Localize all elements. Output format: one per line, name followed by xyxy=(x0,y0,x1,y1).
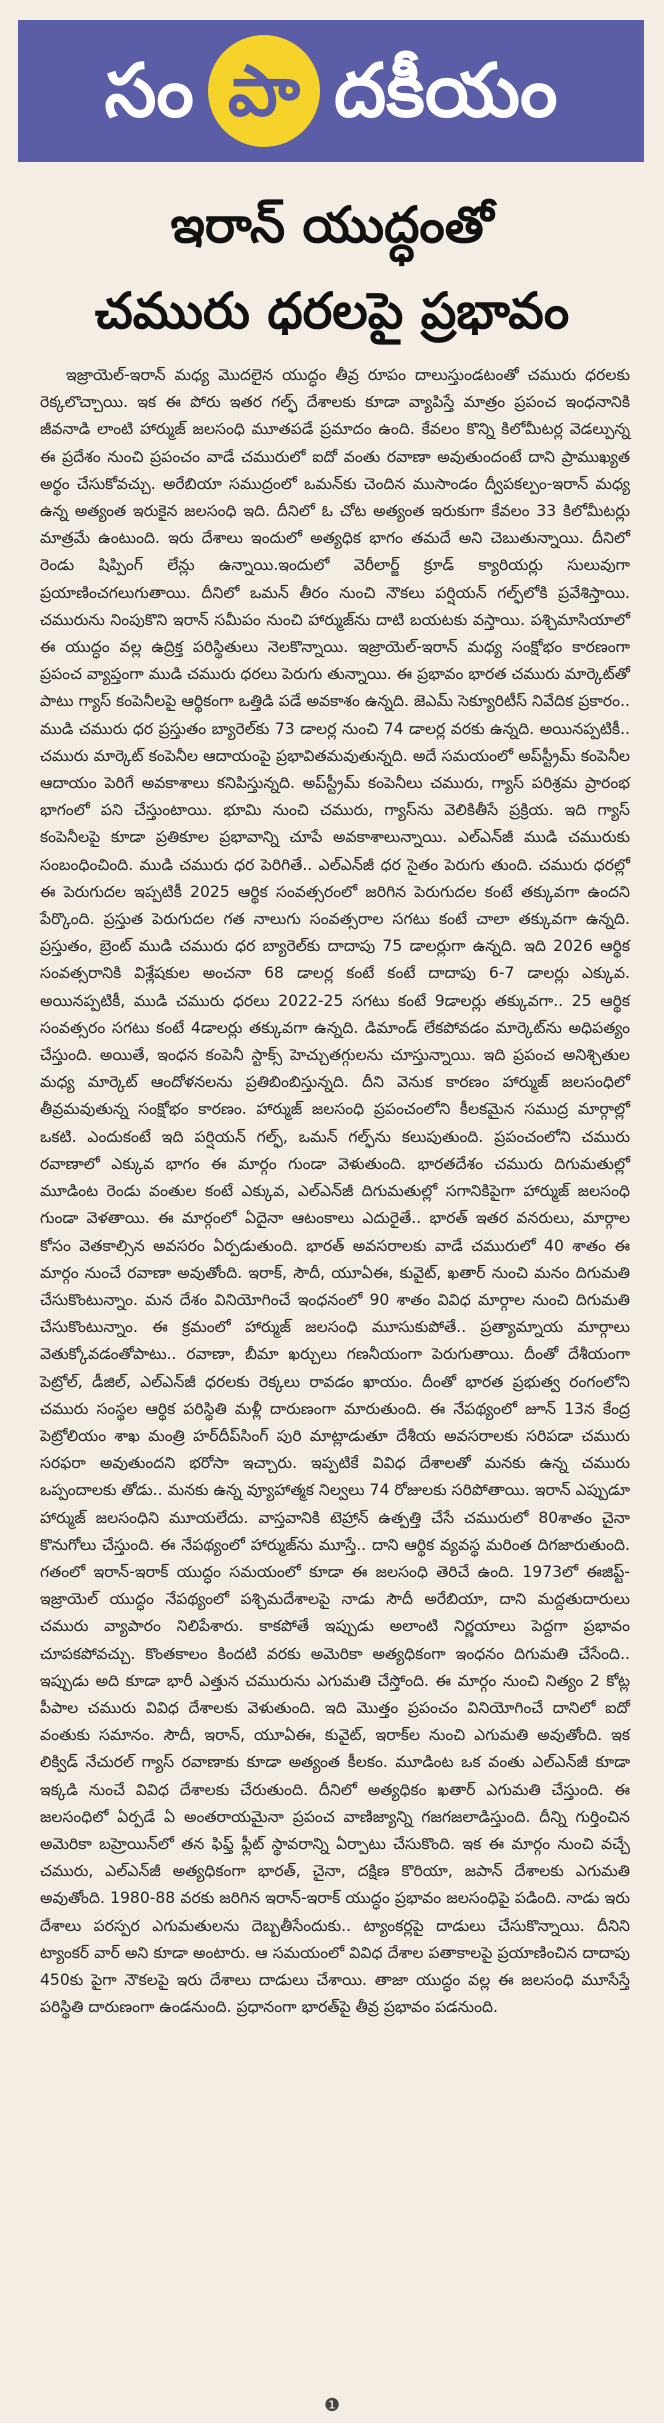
headline-line2: చమురు ధరలపై ప్రభావం xyxy=(94,282,570,340)
masthead-part1: సం xyxy=(104,48,194,134)
article-paragraph: ఇజ్రాయెల్-ఇరాన్ మధ్య మొదలైన యుద్ధం తీవ్ర రూపం దాలుస్తుండటంతో చమురు ధరలకు రెక్కలొచ్చాయి. ఇక ఈ పోరు ఇతర గల్ఫ్ దేశాలకు కూడా వ్యాపిస్తే మాత్రం ప్రపంచ ఇంధనానికి జీవనాడి లాంటి హార్ముజ్ జలసంధి మూతపడే ప్రమాదం ఉంది. కేవలం కొన్ని కిలోమీటర్ల వెడల్పున్న ఈ ప్రదేశం నుంచి ప్రపంచం వాడే చమురులో ఐదో వంతు రవాణా అవుతుందంటే దాని ప్రాముఖ్యత అర్థం చేసుకోవచ్చు. అరేబియా సముద్రంలో ఒమన్‌కు చెందిన ముసాండం ద్వీపకల్పం-ఇరాన్ మధ్య ఉన్న అత్యంత ఇరుకైన జలసంధి ఇది. దీనిలో ఓ చోట అత్యంత ఇరుకుగా కేవలం 33 కిలోమీటర్లు మాత్రమే ఉంటుంది. ఇరు దేశాలు ఇందులో అత్యధిక భాగం తమదే అని చెబుతున్నాయి. దీనిలో రెండు షిప్పింగ్ లేన్లు ఉన్నాయి.ఇందులో వెరీలార్జ్ క్రూడ్ క్యారియర్లు సులువుగా ప్రయాణించగలుగుతాయి. దీనిలో ఒమన్ తీరం నుంచి నౌకలు పర్షియన్ గల్ఫ్‌లోకి ప్రవేశిస్తాయి. చమురును నింపుకొని ఇరాన్ సమీపం నుంచి హార్ముజ్‌ను దాటి బయటకు వస్తాయి. పశ్చిమాసియాలో ఈ యుద్ధం వల్ల ఉద్రిక్త పరిస్థితులు నెలకొన్నాయి. ఇజ్రాయెల్-ఇరాన్ మధ్య సంక్షోభం కారణంగా ప్రపంచ వ్యాప్తంగా ముడి చమురు ధరలు పెరుగు తున్నాయి. ఈ ప్రభావం భారత చమురు మార్కెట్‌తో పాటు గ్యాస్ కంపెనీలపై ఆర్థికంగా ఒత్తిడి పడే అవకాశం ఉన్నది. జెఎమ్ సెక్యూరిటీస్ నివేదిక ప్రకారం.. ముడి చమురు ధర ప్రస్తుతం బ్యారెల్‌కు 73 డాలర్ల నుంచి 74 డాలర్ల వరకు ఉన్నది. అయినప్పటికీ.. చమురు మార్కెట్ కంపెనీల ఆదాయంపై ప్రభావితమవుతున్నది. అదే సమయంలో అప్‌స్ట్రీమ్ కంపెనీల ఆదాయం పెరిగే అవకాశాలు కనిపిస్తున్నది. అప్‌స్ట్రీమ్ కంపెనీలు చమురు, గ్యాస్ పరిశ్రమ ప్రారంభ భాగంలో పని చేస్తుంటాయి. భూమి నుంచి చమురు, గ్యాస్‌ను వెలికితీసే ప్రక్రియ. ఇది గ్యాస్ కంపెనీలపై కూడా ప్రతికూల ప్రభావాన్ని చూపే అవకాశాలున్నాయి. ఎల్ఎన్‌జీ ముడి చమురుకు సంబంధించింది. ముడి చమురు ధర పెరిగితే.. ఎల్ఎన్‌జీ ధర సైతం పెరుగు తుంది. చమురు ధరల్లో ఈ పెరుగుదల ఇప్పటికీ 2025 ఆర్థిక సంవత్సరంలో జరిగిన పెరుగుదల కంటే తక్కువగా ఉందని పేర్కొంది. ప్రస్తుత పెరుగుదల గత నాలుగు సంవత్సరాల సగటు కంటే చాలా తక్కువగా ఉన్నది. ప్రస్తుతం, బ్రెంట్ ముడి చమురు ధర బ్యారెల్‌కు దాదాపు 75 డాలర్లుగా ఉన్నది. ఇది 2026 ఆర్థిక సంవత్సరానికి విశ్లేషకుల అంచనా 68 డాలర్ల కంటే కంటే దాదాపు 6-7 డాలర్లు ఎక్కువ. అయినప్పటికీ, ముడి చమురు ధరలు 2022-25 సగటు కంటే 9డాలర్లు తక్కువగా.. 25 ఆర్థిక సంవత్సరం సగటు కంటే 4డాలర్లు తక్కువగా ఉన్నది. డిమాండ్ లేకపోవడం మార్కెట్‌ను అధిపత్యం చేస్తుంది. అయితే, ఇంధన కంపెనీ స్టాక్స్ హెచ్చుతగ్గులను చూస్తున్నాయి. ఇది ప్రపంచ అనిశ్చితుల మధ్య మార్కెట్ ఆందోళనలను ప్రతిబింబిస్తున్నది. దీని వెనుక కారణం హార్ముజ్ జలసంధిలో తీవ్రమవుతున్న సంక్షోభం కారణం. హార్ముజ్ జలసంధి ప్రపంచంలోని కీలకమైన సముద్ర మార్గాల్లో ఒకటి. ఎందుకంటే ఇది పర్షియన్ గల్ఫ్, ఒమన్ గల్ఫ్‌ను కలుపుతుంది. ప్రపంచంలోని చమురు రవాణాలో ఎక్కువ భాగం ఈ మార్గం గుండా వెళుతుంది. భారతదేశం చమురు దిగుమతుల్లో మూడింట రెండు వంతుల కంటే ఎక్కువ, ఎల్ఎన్‌జీ దిగుమతుల్లో సగానికిపైగా హార్ముజ్ జలసంధి గుండా వెళతాయి. ఈ మార్గంలో ఏదైనా ఆటంకాలు ఎదురైతే.. భారత్ ఇతర వనరులు, మార్గాల కోసం వెతకాల్సిన అవసరం ఏర్పడుతుంది. భారత్ అవసరాలకు వాడే చమురులో 40 శాతం ఈ మార్గం నుంచే రవాణా అవుతోంది. ఇరాక్, సౌదీ, యూఏఈ, కువైట్, ఖతార్ నుంచి మనం దిగుమతి చేసుకొంటున్నాం. మన దేశం వినియోగించే ఇంధనంలో 90 శాతం వివిధ మార్గాల నుంచి దిగుమతి చేసుకొంటున్నాం. ఈ క్రమంలో హార్ముజ్ జలసంధి మూసుకుపోతే.. ప్రత్యామ్నాయ మార్గాలు వెతుక్కోవడంతోపాటు.. రవాణా, బీమా ఖర్చులు గణనీయంగా పెరుగుతాయి. దీంతో దేశీయంగా పెట్రోల్, డీజిల్, ఎల్ఎన్‌జీ ధరలకు రెక్కలు రావడం ఖాయం. దీంతో భారత ప్రభుత్వ రంగంలోని చమురు సంస్థల ఆర్థిక పరిస్థితి మళ్లీ దారుణంగా మారుతుంది. ఈ నేపథ్యంలో జూన్ 13న కేంద్ర పెట్రోలియం శాఖ మంత్రి హర్‌దీప్‌సింగ్ పురి మాట్లాడుతూ దేశీయ అవసరాలకు సరిపడా చమురు సరఫరా అవుతుందని భరోసా ఇచ్చారు. ఇప్పటికే వివిధ దేశాలతో మనకు ఉన్న చమురు ఒప్పందాలకు తోడు.. మనకు ఉన్న వ్యూహాత్మక నిల్వలు 74 రోజులకు సరిపోతాయి. ఇరాన్ ఎప్పుడూ హార్ముజ్ జలసంధిని మూయలేదు. వాస్తవానికి టెహ్రాన్ ఉత్పత్తి చేసే చమురులో 80శాతం చైనా కొనుగోలు చేస్తుంది. ఈ నేపథ్యంలో హార్ముజ్‌ను మూస్తే.. దాని ఆర్థిక వ్యవస్థ మరింత దిగజారుతుంది. గతంలో ఇరాన్-ఇరాక్ యుద్ధం సమయంలో కూడా ఈ జలసంధి తెరిచే ఉంది. 1973లో ఈజిప్ట్-ఇజ్రాయెల్ యుద్ధం నేపథ్యంలో పశ్చిమదేశాలపై నాడు సౌదీ అరేబియా, దాని మద్దతుదారులు చమురు వ్యాపారం నిలిపేశారు. కాకపోతే ఇప్పుడు అలాంటి నిర్ణయాలు పెద్దగా ప్రభావం చూపకపోవచ్చు. కొంతకాలం కిందటి వరకు అమెరికా అత్యధికంగా ఇంధనం దిగుమతి చేసేంది.. ఇప్పుడు అది కూడా భారీ ఎత్తున చమురును ఎగుమతి చేస్తోంది. ఈ మార్గం నుంచి నిత్యం 2 కోట్ల పీపాల చమురు వివిధ దేశాలకు వెళుతుంది. ఇది మొత్తం ప్రపంచం వినియోగించే దానిలో ఐదో వంతుకు సమానం. సౌదీ, ఇరాన్, యూఏఈ, కువైట్, ఇరాక్‌ల నుంచి ఎగుమతి అవుతోంది. ఇక లిక్విడ్ నేచురల్ గ్యాస్ రవాణాకు కూడా అత్యంత కీలకం. మూడింట ఒక వంతు ఎల్ఎన్‌జీ కూడా ఇక్కడి నుంచే వివిధ దేశాలకు చేరుతుంది. దీనిలో అత్యధికం ఖతార్ ఎగుమతి చేస్తుంది. ఈ జలసంధిలో ఏర్పడే ఏ అంతరాయమైనా ప్రపంచ వాణిజ్యాన్ని గజగజలాడిస్తుంది. దీన్ని గుర్తించిన అమెరికా బహ్రెయిన్‌లో తన ఫిఫ్త్ ఫ్లీట్ స్థావరాన్ని ఏర్పాటు చేసుకొంది. ఇక ఈ మార్గం నుంచి వచ్చే చమురు, ఎల్ఎన్‌జీ అత్యధికంగా భారత్, చైనా, దక్షిణ కొరియా, జపాన్ దేశాలకు ఎగుమతి అవుతోంది. 1980-88 వరకు జరిగిన ఇరాన్-ఇరాక్ యుద్ధం ప్రభావం జలసంధిపై పడింది. నాడు ఇరు దేశాలు పరస్పర ఎగుమతులను దెబ్బతీసేందుకు.. ట్యాంకర్లపై దాడులు చేసుకొన్నాయి. దీనిని ట్యాంకర్ వార్ అని కూడా అంటారు. ఆ సమయంలో వివిధ దేశాల పతాకాలపై ప్రయాణించిన దాదాపు 450కు పైగా నౌకలపై ఇరు దేశాలు దాడులు చేశాయి. తాజా యుద్ధం వల్ల ఈ జలసంధి మూసేస్తే పరిస్థితి దారుణంగా ఉండనుంది. ప్రధానంగా భారత్‌పై తీవ్ర ప్రభావం పడనుంది. xyxy=(40,366,630,2017)
masthead-part2: దకీయం xyxy=(333,48,558,134)
masthead-accent-circle: పా xyxy=(208,35,320,147)
headline xyxy=(40,182,624,354)
masthead-logo xyxy=(104,35,557,147)
masthead-banner xyxy=(18,20,644,162)
headline-line1: ఇరాన్ యుద్ధంతో xyxy=(170,196,494,254)
article-body xyxy=(40,362,630,2021)
page-continuation-mark: ❶ xyxy=(323,2395,341,2416)
